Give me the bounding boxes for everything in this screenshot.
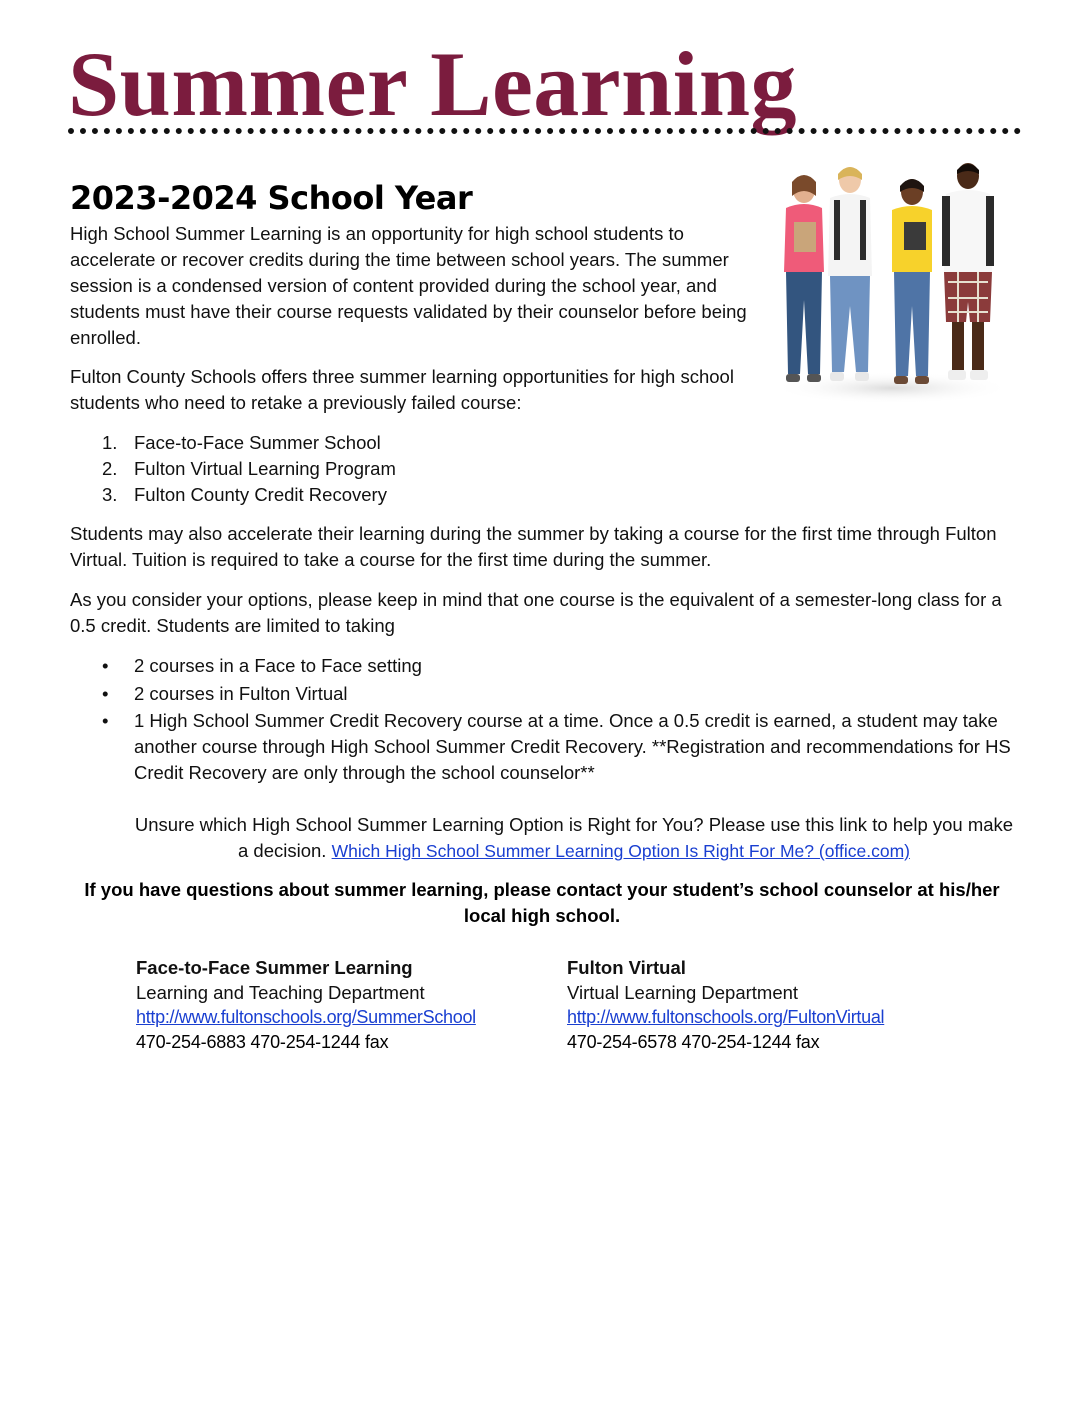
- contact-face-to-face: [136, 955, 556, 1055]
- decision-help-paragraph: [134, 812, 1014, 864]
- accelerate-paragraph: Students may also accelerate their learning during the summer by taking a course for the first time through Fulton Virtual. Tuition is required to take a course for the first time during the summer.: [70, 523, 997, 570]
- list-number: 1.: [102, 432, 118, 453]
- contact-phone: 470-254-6883 470-254-1244 fax: [136, 1032, 389, 1052]
- list-number: 3.: [102, 484, 118, 505]
- consider-paragraph: As you consider your options, please keep in mind that one course is the equivalent of a semester-long class for a 0.5 credit. Students are limited to taking: [70, 589, 1002, 636]
- list-item-label: 1 High School Summer Credit Recovery course at a time. Once a 0.5 credit is earned, a student may take another course through High School Summer Credit Recovery. **Registration and recommendations for HS Credit Recovery are only through the school counselor**: [134, 710, 1011, 783]
- bullet-icon: •: [102, 655, 109, 676]
- list-number: 2.: [102, 458, 118, 479]
- student-figure: [942, 163, 994, 380]
- student-figure: [784, 175, 824, 382]
- contact-department: Virtual Learning Department: [567, 982, 799, 1003]
- options-list: [70, 430, 396, 508]
- list-item-label: Face-to-Face Summer School: [134, 432, 381, 453]
- list-item-label: 2 courses in a Face to Face setting: [134, 655, 422, 676]
- contact-title: Fulton Virtual: [567, 957, 686, 978]
- bullet-icon: •: [102, 710, 109, 731]
- list-item: [70, 681, 1030, 707]
- dotted-divider: [68, 128, 1021, 134]
- list-item: [70, 482, 396, 508]
- offers-paragraph: Fulton County Schools offers three summer learning opportunities for high school students who need to retake a previously failed course:: [70, 366, 734, 413]
- school-year-heading: 2023-2024 School Year: [70, 179, 473, 217]
- list-item-label: 2 courses in Fulton Virtual: [134, 682, 348, 704]
- list-item: [70, 456, 396, 482]
- list-item-label: Fulton Virtual Learning Program: [134, 458, 396, 479]
- student-figure: [828, 167, 872, 381]
- student-figure: [892, 179, 932, 384]
- contact-title: Face-to-Face Summer Learning: [136, 957, 413, 978]
- questions-notice: If you have questions about summer learning, please contact your student’s school counselor at his/her local high school.: [84, 879, 1000, 926]
- contact-phone: 470-254-6578 470-254-1244 fax: [567, 1032, 820, 1052]
- decision-help-text: Unsure which High School Summer Learning Option is Right for You? Please use this link to help you make a decision.: [134, 814, 1014, 861]
- list-item: [70, 653, 1030, 679]
- list-item: [70, 430, 396, 456]
- contact-url-link[interactable]: http://www.fultonschools.org/FultonVirtual: [567, 1007, 885, 1027]
- intro-paragraph: High School Summer Learning is an opportunity for high school students to accelerate or recover credits during the time between school years. The summer session is a condensed version of content provided during the school year, and students must have their course requests validated by their counselor before being enrolled.: [70, 223, 747, 348]
- contact-fulton-virtual: [567, 955, 987, 1055]
- page-title: Summer Learning: [68, 33, 798, 135]
- decision-help-link[interactable]: Which High School Summer Learning Option Is Right For Me? (office.com): [331, 841, 910, 861]
- bullet-icon: •: [102, 682, 109, 704]
- students-group-photo-icon: [772, 160, 1012, 410]
- list-item: [70, 708, 1030, 786]
- limits-list: [70, 653, 1030, 788]
- contact-url-link[interactable]: http://www.fultonschools.org/SummerSchool: [136, 1007, 476, 1027]
- list-item-label: Fulton County Credit Recovery: [134, 484, 387, 505]
- contact-department: Learning and Teaching Department: [136, 982, 425, 1003]
